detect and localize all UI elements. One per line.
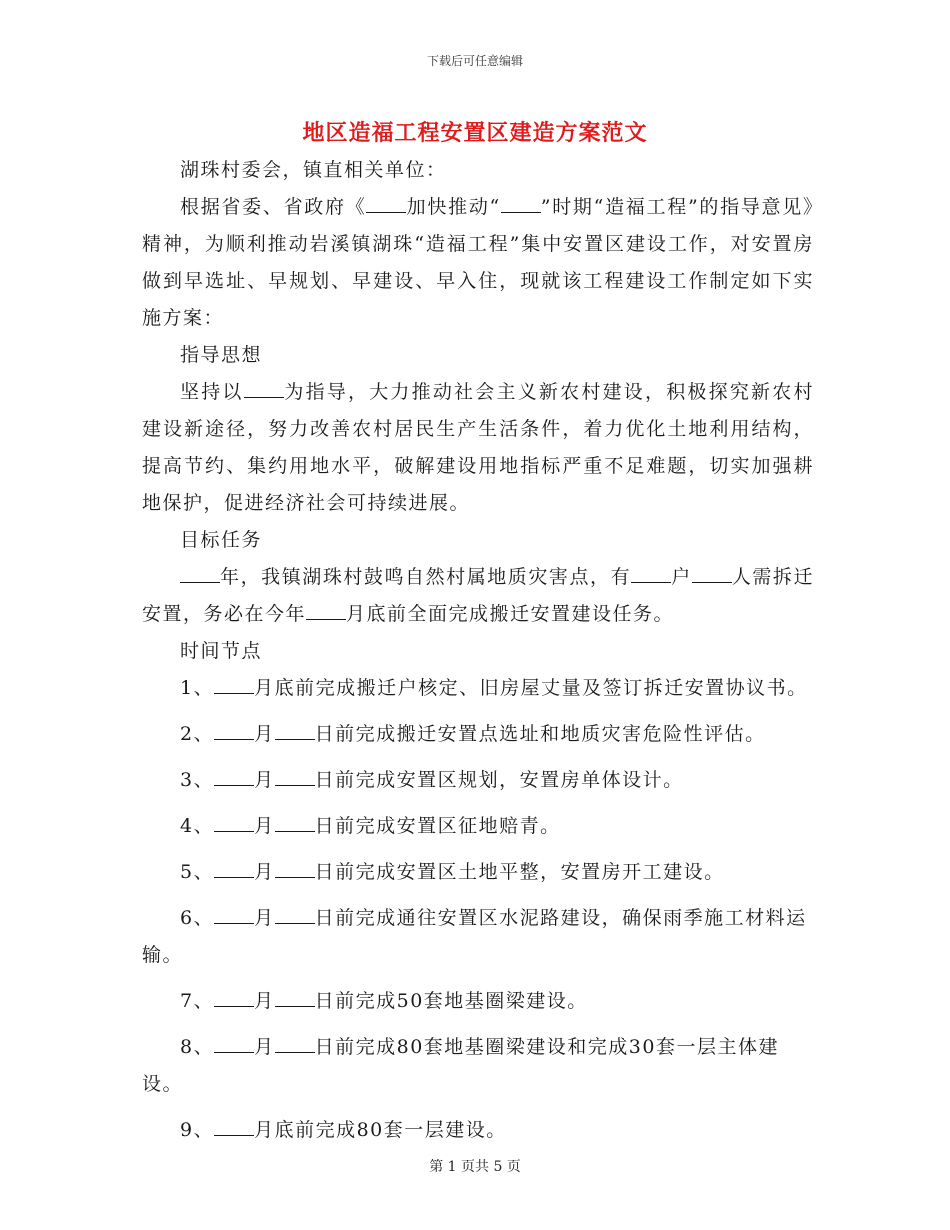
timeline-item: 8、 月 日前完成80套地基圈梁建设和完成30套一层主体建设。 xyxy=(142,1036,779,1095)
fill-blank xyxy=(214,1121,254,1136)
fill-blank xyxy=(214,771,254,786)
timeline-item: 5、 月 日前完成安置区土地平整，安置房开工建设。 xyxy=(180,861,725,883)
fill-blank xyxy=(214,909,254,924)
fill-blank xyxy=(275,1038,315,1053)
fill-blank xyxy=(366,198,406,213)
salutation: 湖珠村委会，镇直相关单位： xyxy=(180,159,447,181)
fill-blank xyxy=(214,992,254,1007)
fill-blank xyxy=(214,725,254,740)
timeline-item: 7、 月 日前完成50套地基圈梁建设。 xyxy=(180,990,588,1012)
fill-blank xyxy=(214,1038,254,1053)
timeline-item: 9、 月底前完成80套一层建设。 xyxy=(180,1119,507,1141)
timeline-item: 2、 月 日前完成搬迁安置点选址和地质灾害危险性评估。 xyxy=(180,723,766,745)
fill-blank xyxy=(306,605,346,620)
fill-blank xyxy=(275,817,315,832)
section-heading-guide: 指导思想 xyxy=(180,344,263,366)
fill-blank xyxy=(275,725,315,740)
fill-blank xyxy=(275,863,315,878)
fill-blank xyxy=(214,679,254,694)
document-title: 地区造福工程安置区建造方案范文 xyxy=(302,120,648,146)
fill-blank xyxy=(275,909,315,924)
section-heading-timeline: 时间节点 xyxy=(180,640,263,662)
fill-blank xyxy=(275,992,315,1007)
page-header: 下载后可任意编辑 xyxy=(426,54,523,68)
fill-blank xyxy=(180,568,220,583)
fill-blank xyxy=(631,568,671,583)
page-footer: 第 1 页共 5 页 xyxy=(429,1159,521,1175)
intro-paragraph: 根据省委、省政府《 加快推动“ ”时期“造福工程”的指导意见》精神，为顺利推动岩溪镇湖珠“造福工程”集中安置区建设工作，对安置房做到早选址、早规划、早建设、早入住，现就该工程建设工作制定如下实施方案： xyxy=(142,196,814,329)
fill-blank xyxy=(692,568,732,583)
section-heading-task: 目标任务 xyxy=(180,529,263,551)
fill-blank xyxy=(501,198,541,213)
task-paragraph: 年，我镇湖珠村鼓鸣自然村属地质灾害点，有 户 人需拆迁安置，务必在今年 月底前全面完成搬迁安置建设任务。 xyxy=(142,566,814,625)
timeline-item: 6、 月 日前完成通往安置区水泥路建设，确保雨季施工材料运输。 xyxy=(142,907,807,966)
fill-blank xyxy=(275,771,315,786)
document-body xyxy=(142,152,814,1149)
fill-blank xyxy=(244,383,284,398)
timeline-item: 3、 月 日前完成安置区规划，安置房单体设计。 xyxy=(180,769,684,791)
timeline-list xyxy=(142,670,814,1149)
timeline-item: 1、 月底前完成搬迁户核定、旧房屋丈量及签订拆迁安置协议书。 xyxy=(180,677,808,699)
guide-paragraph: 坚持以 为指导，大力推动社会主义新农村建设，积极探究新农村建设新途径，努力改善农村居民生产生活条件，着力优化土地利用结构，提高节约、集约用地水平，破解建设用地指标严重不足难题，切实加强耕地保护，促进经济社会可持续进展。 xyxy=(142,381,814,514)
timeline-item: 4、 月 日前完成安置区征地赔青。 xyxy=(180,815,561,837)
fill-blank xyxy=(214,817,254,832)
fill-blank xyxy=(214,863,254,878)
